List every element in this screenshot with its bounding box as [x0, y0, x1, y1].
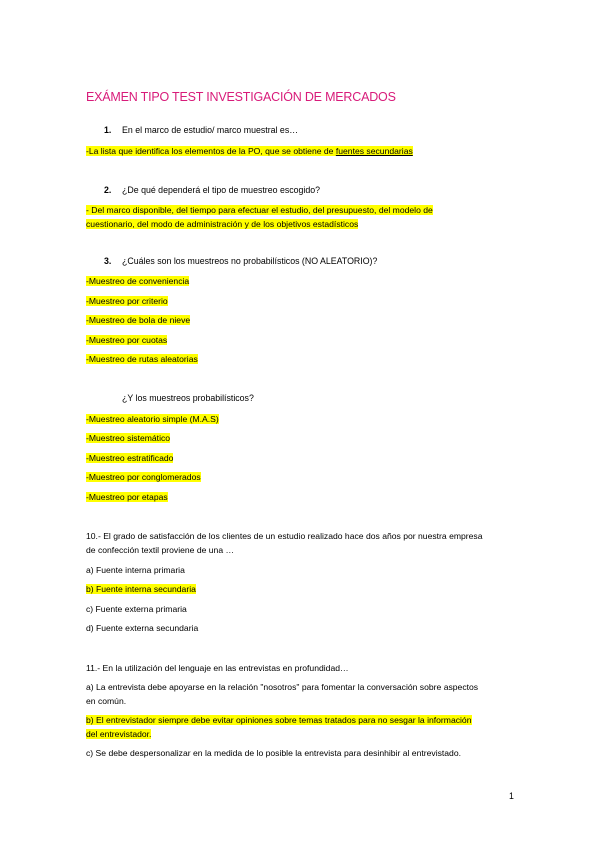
- list-item: [86, 294, 168, 308]
- answer-2-line-1: [86, 203, 433, 217]
- question-number: 3.: [104, 256, 112, 266]
- list-item: [86, 274, 189, 288]
- option-correct: [86, 582, 196, 596]
- question-number: 2.: [104, 185, 112, 195]
- question-2: [104, 185, 320, 195]
- option-b-line-2: [86, 727, 151, 741]
- list-item-text: -Muestreo por conglomerados: [86, 472, 201, 482]
- list-item: [86, 313, 190, 327]
- list-item-text: -Muestreo por cuotas: [86, 335, 168, 345]
- option-a-line-2: en común.: [86, 696, 127, 706]
- list-item-text: -Muestreo estratificado: [86, 453, 174, 463]
- list-item-text: -Muestreo por criterio: [86, 296, 168, 306]
- list-item-text: -Muestreo aleatorio simple (M.A.S): [86, 414, 219, 424]
- list-item: [86, 352, 198, 366]
- answer-text: -La lista que identifica los elementos de la PO, que se obtiene de: [86, 146, 336, 156]
- option-text: del entrevistador.: [86, 729, 152, 739]
- answer-1: [86, 144, 413, 158]
- list-item: [86, 431, 170, 445]
- answer-text: cuestionario, del modo de administración y de los objetivos estadísticos: [86, 219, 359, 229]
- question-1: [104, 125, 298, 135]
- option-text: b) Fuente interna secundaria: [86, 584, 196, 594]
- list-item: [86, 490, 168, 504]
- option: c) Fuente externa primaria: [86, 604, 187, 614]
- sub-question: ¿Y los muestreos probabilísticos?: [122, 393, 254, 403]
- list-item: [86, 412, 219, 426]
- answer-2-line-2: [86, 217, 358, 231]
- question-text: En el marco de estudio/ marco muestral es…: [122, 125, 299, 135]
- question-3: [104, 256, 377, 266]
- question-11: 11.- En la utilización del lenguaje en las entrevistas en profundidad…: [86, 663, 349, 673]
- list-item-text: -Muestreo de bola de nieve: [86, 315, 191, 325]
- question-text: ¿Cuáles son los muestreos no probabilísticos (NO ALEATORIO)?: [122, 256, 378, 266]
- option-text: b) El entrevistador siempre debe evitar opiniones sobre temas tratados para no sesgar la información: [86, 715, 472, 725]
- option-b-line-1: [86, 713, 472, 727]
- option-c: c) Se debe despersonalizar en la medida de lo posible la entrevista para desinhibir al entrevistado.: [86, 748, 462, 758]
- list-item: [86, 333, 167, 347]
- option-a-line-1: a) La entrevista debe apoyarse en la relación "nosotros" para fomentar la conversación sobre aspectos: [86, 682, 479, 692]
- answer-text: - Del marco disponible, del tiempo para efectuar el estudio, del presupuesto, del modelo de: [86, 205, 433, 215]
- list-item: [86, 470, 201, 484]
- list-item-text: -Muestreo sistemático: [86, 433, 171, 443]
- question-10-line-2: de confección textil proviene de una …: [86, 545, 235, 555]
- question-text: ¿De qué dependerá el tipo de muestreo escogido?: [122, 185, 321, 195]
- list-item-text: -Muestreo de rutas aleatorias: [86, 354, 198, 364]
- question-number: 1.: [104, 125, 112, 135]
- list-item: [86, 451, 173, 465]
- page-number: 1: [509, 791, 514, 801]
- answer-link-text: fuentes secundarias: [335, 146, 413, 156]
- list-item-text: -Muestreo por etapas: [86, 492, 168, 502]
- page-title: EXÁMEN TIPO TEST INVESTIGACIÓN DE MERCADOS: [86, 90, 396, 104]
- list-item-text: -Muestreo de conveniencia: [86, 276, 190, 286]
- question-10-line-1: 10.- El grado de satisfacción de los clientes de un estudio realizado hace dos años por nuestra empresa: [86, 531, 483, 541]
- option: a) Fuente interna primaria: [86, 565, 185, 575]
- option: d) Fuente externa secundaria: [86, 623, 199, 633]
